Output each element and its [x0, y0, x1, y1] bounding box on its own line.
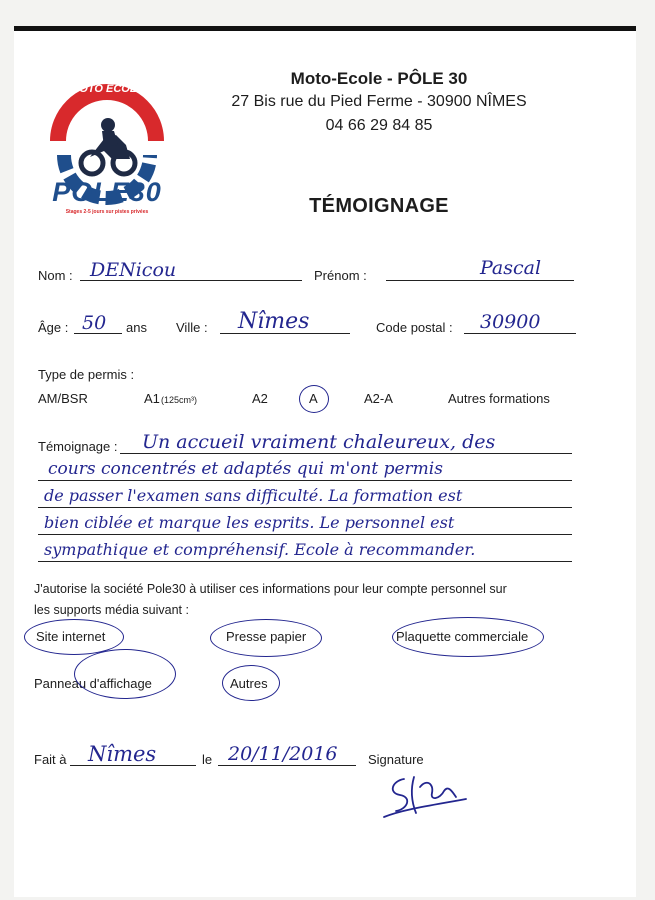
media-plaquette-commerciale[interactable]: Plaquette commerciale	[396, 629, 529, 644]
signature-scribble	[374, 769, 474, 825]
permis-a-circle	[299, 385, 329, 413]
authorization-line-1: J'autorise la société Pole30 à utiliser ces informations pour leur compte personnel sur	[34, 582, 507, 596]
date-value[interactable]: 20/11/2016	[228, 743, 338, 765]
nom-value[interactable]: DENicou	[90, 259, 177, 281]
cp-label: Code postal :	[376, 320, 453, 335]
age-unit: ans	[126, 320, 147, 335]
signature-label: Signature	[368, 752, 424, 767]
permis-option-am-bsr[interactable]: AM/BSR	[38, 391, 88, 406]
nom-label: Nom :	[38, 268, 73, 283]
signature[interactable]	[374, 769, 474, 825]
logo-tagline: Stages 2-5 jours sur pistes privées	[65, 209, 149, 215]
testimony-text-4[interactable]: bien ciblée et marque les esprits. Le personnel est	[44, 513, 455, 532]
permis-option-a1-note: (125cm³)	[161, 395, 198, 405]
testimony-line-1	[120, 453, 572, 454]
testimonial-form-page	[14, 26, 636, 897]
testimony-text-5[interactable]: sympathique et compréhensif. Ecole à recommander.	[44, 540, 476, 559]
testimony-label: Témoignage :	[38, 439, 118, 454]
testimony-line-4	[38, 534, 572, 535]
prenom-line	[386, 280, 574, 281]
permis-option-a2[interactable]: A2	[252, 391, 268, 406]
pole30-logo	[42, 75, 172, 225]
page-title: TÉMOIGNAGE	[309, 195, 449, 217]
permis-label: Type de permis :	[38, 367, 135, 382]
ville-label: Ville :	[176, 320, 208, 335]
age-value[interactable]: 50	[82, 312, 107, 334]
authorization-line-2: les supports média suivant :	[34, 603, 189, 617]
fait-label: Fait à	[34, 752, 67, 767]
logo-top-text: MOTO ÉCOLE	[70, 83, 144, 95]
prenom-label: Prénom :	[314, 268, 367, 283]
testimony-text-1[interactable]: Un accueil vraiment chaleureux, des	[142, 431, 496, 453]
media-panneau-affichage[interactable]: Panneau d'affichage	[34, 676, 152, 691]
testimony-text-3[interactable]: de passer l'examen sans difficulté. La formation est	[44, 486, 463, 505]
school-phone: 04 66 29 84 85	[325, 117, 433, 134]
testimony-line-2	[38, 480, 572, 481]
cp-line	[464, 333, 576, 334]
cp-value[interactable]: 30900	[480, 311, 541, 333]
testimony-line-5	[38, 561, 572, 562]
permis-option-a1[interactable]: A1	[144, 391, 160, 406]
fait-value[interactable]: Nîmes	[88, 742, 157, 766]
testimony-line-3	[38, 507, 572, 508]
ville-value[interactable]: Nîmes	[238, 309, 310, 334]
media-site-internet[interactable]: Site internet	[36, 629, 106, 644]
permis-option-a[interactable]: A	[309, 391, 318, 406]
logo-brand: POLE30	[52, 177, 162, 207]
school-name: Moto-Ecole - PÔLE 30	[290, 69, 468, 88]
permis-option-a2-a[interactable]: A2-A	[364, 391, 393, 406]
media-plaquette-circle	[392, 617, 544, 657]
date-line	[218, 765, 356, 766]
testimony-text-2[interactable]: cours concentrés et adaptés qui m'ont permis	[48, 459, 443, 479]
age-label: Âge :	[38, 320, 69, 335]
school-address: 27 Bis rue du Pied Ferme - 30900 NÎMES	[231, 93, 527, 110]
media-presse-papier-circle	[210, 619, 322, 657]
prenom-value[interactable]: Pascal	[480, 257, 542, 279]
permis-option-autres[interactable]: Autres formations	[448, 391, 550, 406]
media-panneau-circle	[74, 649, 176, 699]
media-presse-papier[interactable]: Presse papier	[226, 629, 307, 644]
media-autres-circle	[222, 665, 280, 701]
le-label: le	[202, 752, 213, 767]
media-autres[interactable]: Autres	[230, 676, 268, 691]
